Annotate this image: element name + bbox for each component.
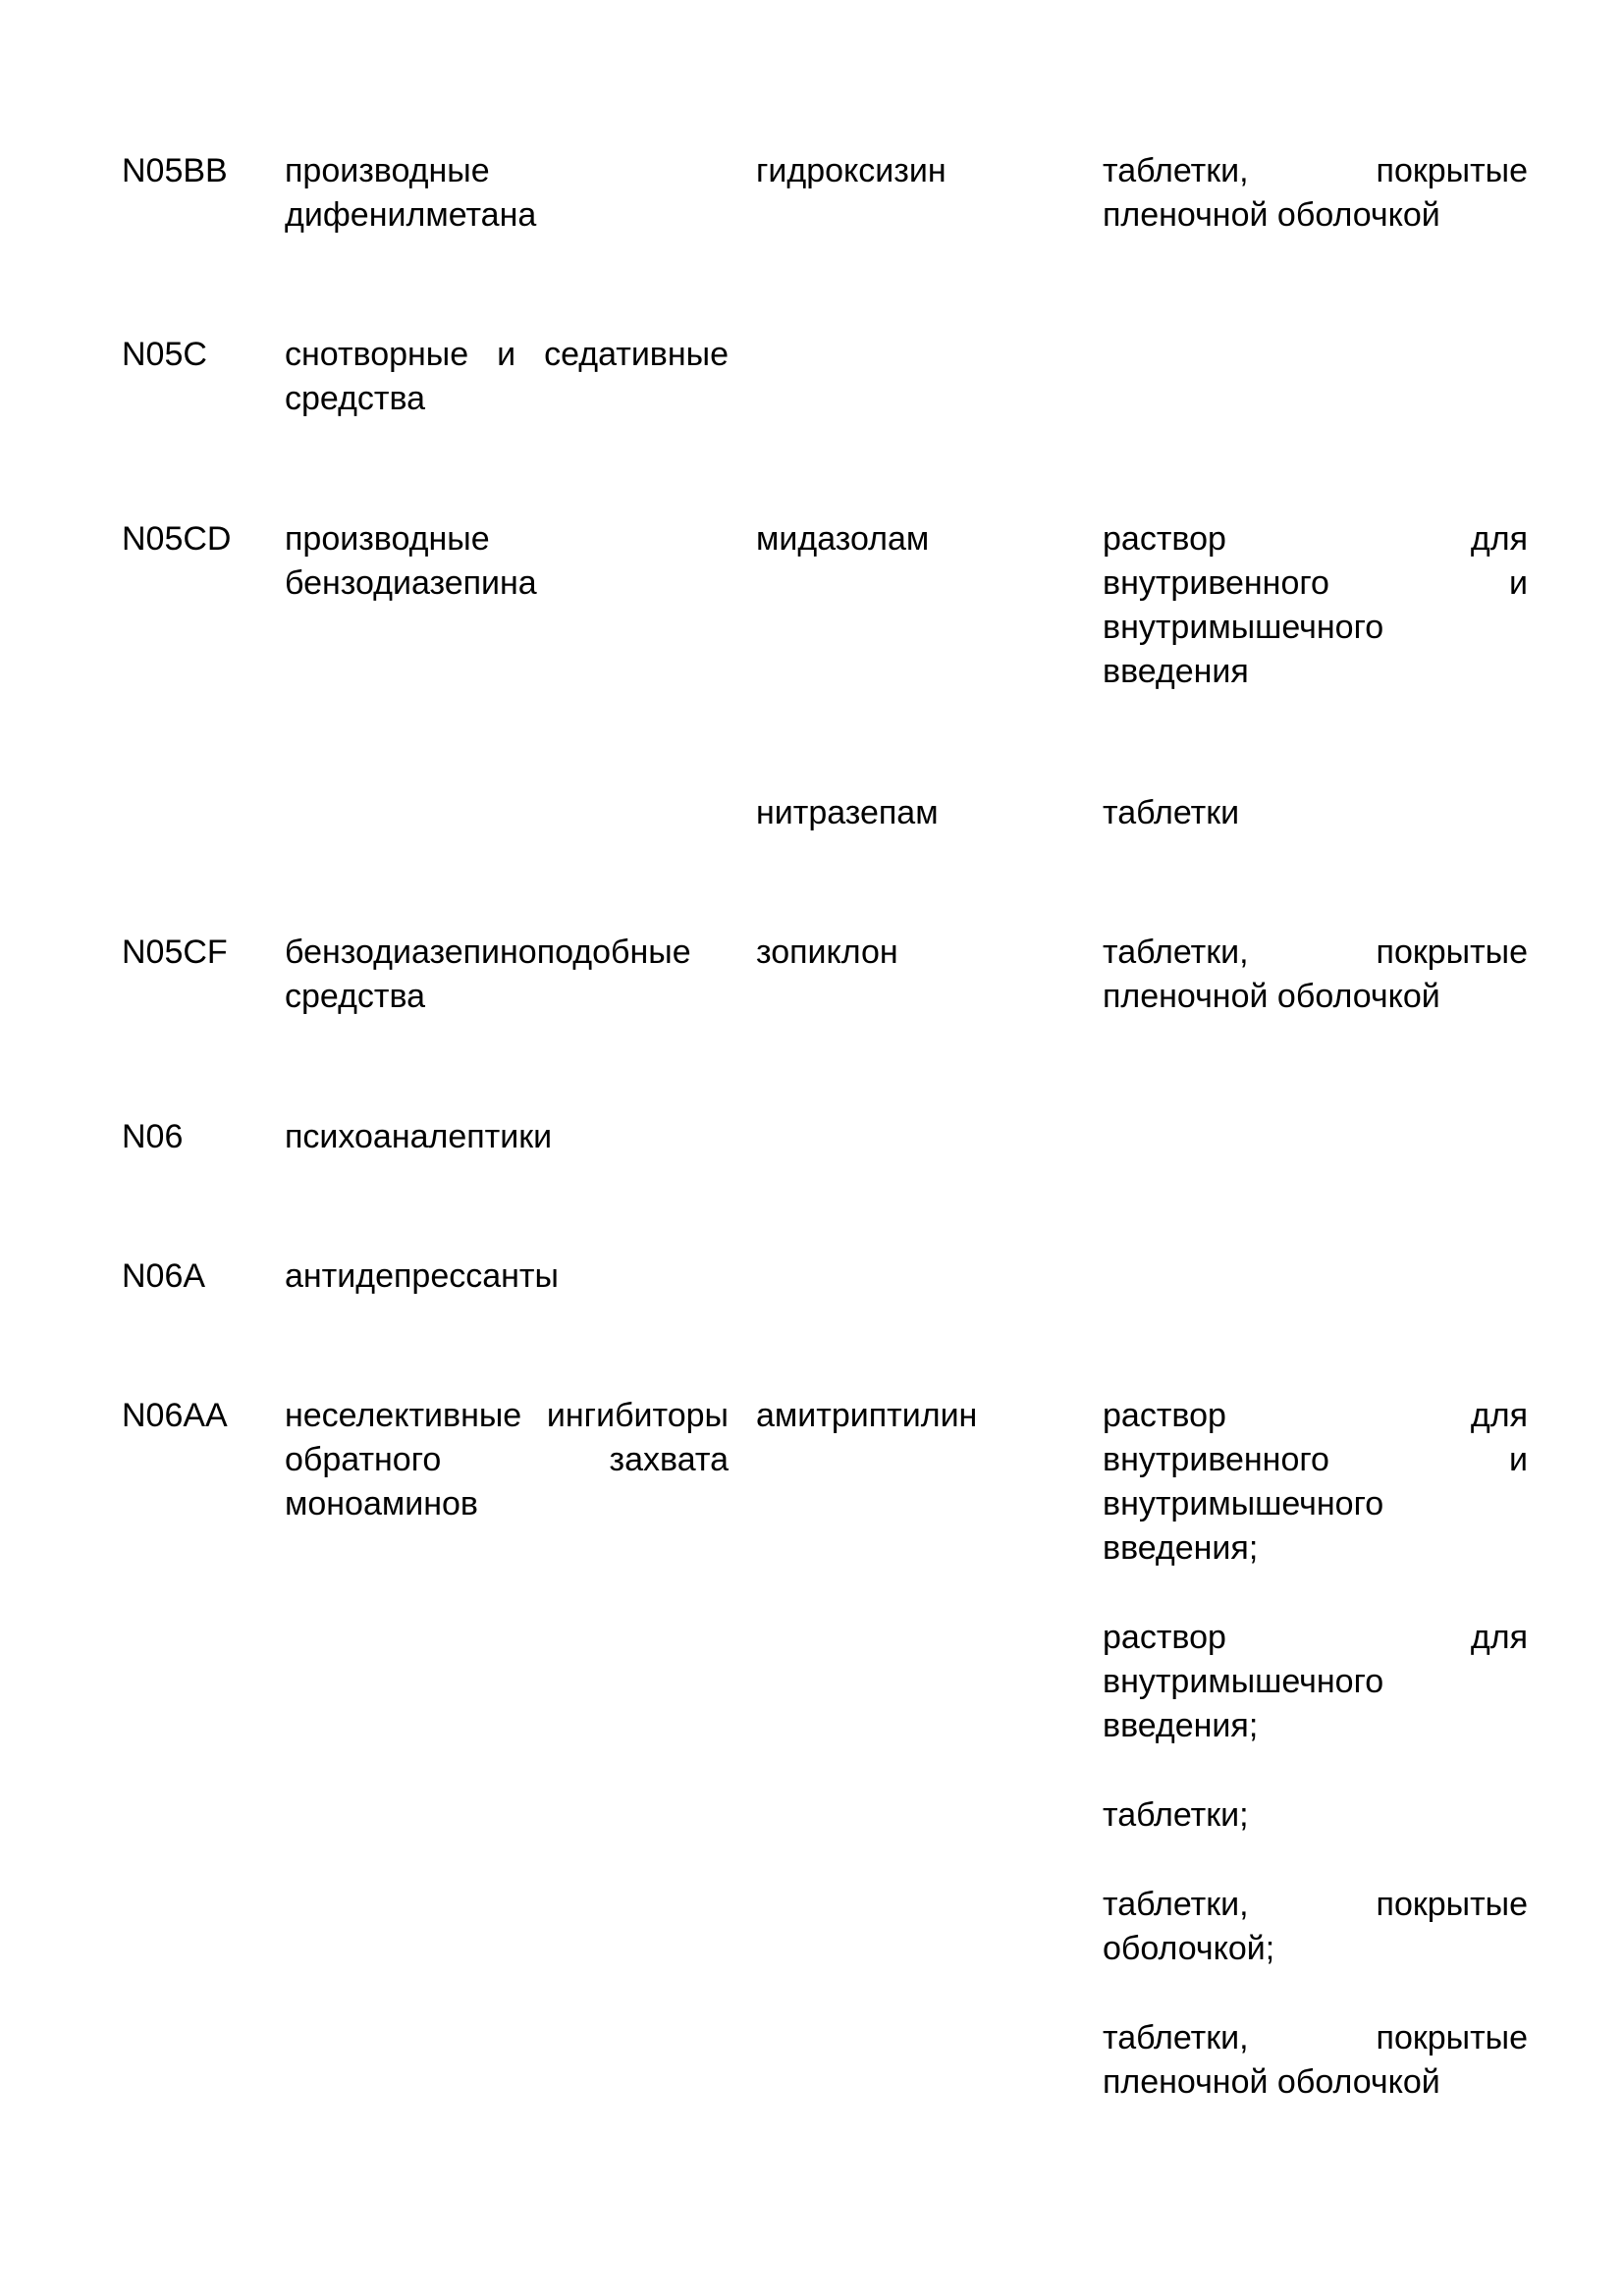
dosage-form: раствор для внутривенного и внутримышечного введения <box>1103 520 1528 690</box>
drug-name: нитразепам <box>756 794 939 831</box>
atc-code: N06A <box>122 1257 206 1295</box>
dosage-forms <box>1083 1394 1528 2105</box>
table-row <box>122 333 1528 517</box>
dosage-form: таблетки, покрытые пленочной оболочкой <box>1103 152 1528 234</box>
group-name: антидепрессанты <box>285 1257 559 1295</box>
atc-code: N05CD <box>122 520 232 558</box>
dosage-form: таблетки, покрытые оболочкой; <box>1103 1886 1528 1967</box>
table-row <box>122 149 1528 333</box>
drug-name: мидазолам <box>756 520 930 558</box>
atc-code: N05BB <box>122 152 228 189</box>
dosage-forms <box>1083 517 1528 694</box>
group-name: психоаналептики <box>285 1118 553 1155</box>
group-name: бензодиазепиноподобные средства <box>285 934 691 1015</box>
group-name: производные бензодиазепина <box>285 520 537 602</box>
table-row <box>122 791 1528 931</box>
dosage-form: таблетки, покрытые пленочной оболочкой <box>1103 2019 1528 2101</box>
dosage-form: таблетки <box>1103 794 1240 831</box>
table-row <box>122 1115 1528 1255</box>
atc-code: N06AA <box>122 1397 228 1434</box>
drug-name: зопиклон <box>756 934 898 971</box>
group-name: неселективные ингибиторы обратного захвата моноаминов <box>285 1397 729 1522</box>
drug-table <box>122 149 1528 2105</box>
atc-code: N05CF <box>122 934 228 971</box>
table-row <box>122 517 1528 791</box>
table-row <box>122 1255 1528 1394</box>
dosage-forms <box>1083 149 1528 238</box>
dosage-form: раствор для внутримышечного введения; <box>1103 1619 1528 1744</box>
dosage-form: раствор для внутривенного и внутримышечного введения; <box>1103 1397 1528 1567</box>
atc-code: N05C <box>122 336 207 373</box>
dosage-forms <box>1083 791 1528 835</box>
drug-name: гидроксизин <box>756 152 947 189</box>
table-row <box>122 931 1528 1115</box>
atc-code: N06 <box>122 1118 184 1155</box>
dosage-form: таблетки, покрытые пленочной оболочкой <box>1103 934 1528 1015</box>
group-name: снотворные и седативные средства <box>285 336 729 417</box>
dosage-form: таблетки; <box>1103 1796 1249 1834</box>
table-row <box>122 1394 1528 2105</box>
group-name: производные дифенилметана <box>285 152 537 234</box>
drug-name: амитриптилин <box>756 1397 978 1434</box>
dosage-forms <box>1083 931 1528 1019</box>
